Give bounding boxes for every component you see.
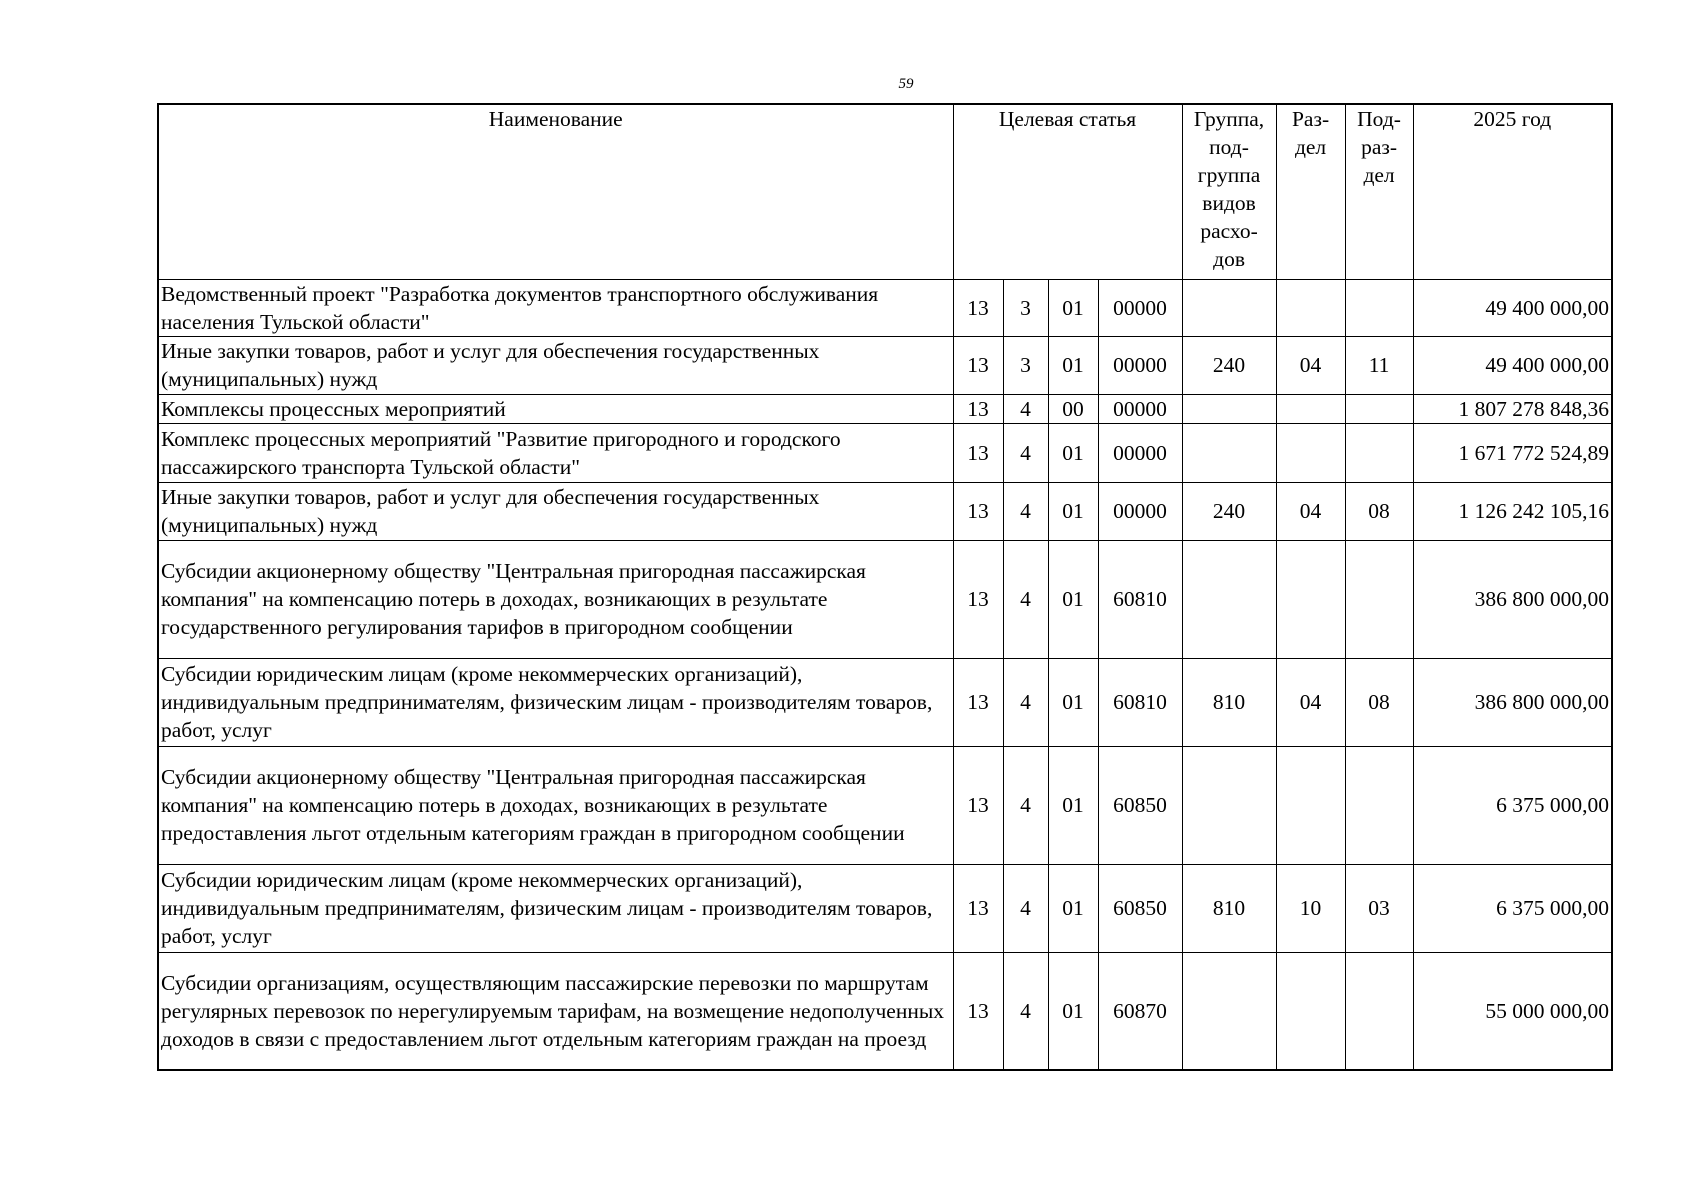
subsection-cell [1345,423,1413,482]
section-cell: 10 [1276,864,1345,952]
amount-cell: 1 126 242 105,16 [1413,482,1612,540]
expense-group-cell [1182,540,1276,658]
row-name-cell: Комплекс процессных мероприятий "Развитие пригородного и городского пассажирского транспорта Тульской области" [158,423,953,482]
header-year: 2025 год [1413,104,1612,279]
target-code-2-cell: 4 [1003,658,1048,746]
subsection-cell: 08 [1345,482,1413,540]
table-row [158,658,1612,746]
target-code-4-cell: 00000 [1098,423,1182,482]
target-code-1-cell: 13 [953,864,1003,952]
subsection-cell [1345,279,1413,336]
section-cell: 04 [1276,658,1345,746]
target-code-3-cell: 01 [1048,658,1098,746]
target-code-2-cell: 4 [1003,952,1048,1070]
table-row [158,540,1612,658]
table-header-row [158,104,1612,279]
target-code-3-cell: 00 [1048,394,1098,423]
target-code-3-cell: 01 [1048,423,1098,482]
row-name-cell: Субсидии юридическим лицам (кроме некоммерческих организаций), индивидуальным предпринимателям, физическим лицам - производителям товаров, работ, услуг [158,864,953,952]
budget-table [157,103,1613,1071]
target-code-4-cell: 60870 [1098,952,1182,1070]
row-name-cell: Субсидии юридическим лицам (кроме некоммерческих организаций), индивидуальным предпринимателям, физическим лицам - производителям товаров, работ, услуг [158,658,953,746]
table-row [158,279,1612,336]
expense-group-cell: 810 [1182,864,1276,952]
target-code-4-cell: 60810 [1098,658,1182,746]
row-name-cell: Иные закупки товаров, работ и услуг для обеспечения государственных (муниципальных) нужд [158,336,953,394]
subsection-cell: 11 [1345,336,1413,394]
target-code-2-cell: 3 [1003,336,1048,394]
target-code-2-cell: 4 [1003,482,1048,540]
target-code-1-cell: 13 [953,658,1003,746]
target-code-2-cell: 4 [1003,394,1048,423]
target-code-4-cell: 60850 [1098,746,1182,864]
target-code-4-cell: 00000 [1098,394,1182,423]
section-cell: 04 [1276,336,1345,394]
table-row [158,482,1612,540]
table-row [158,336,1612,394]
table-row [158,746,1612,864]
subsection-cell: 08 [1345,658,1413,746]
row-name-cell: Ведомственный проект "Разработка документов транспортного обслуживания населения Тульской области" [158,279,953,336]
subsection-cell [1345,394,1413,423]
target-code-1-cell: 13 [953,952,1003,1070]
target-code-3-cell: 01 [1048,336,1098,394]
subsection-cell [1345,540,1413,658]
target-code-4-cell: 60850 [1098,864,1182,952]
expense-group-cell: 240 [1182,336,1276,394]
section-cell: 04 [1276,482,1345,540]
section-cell [1276,746,1345,864]
target-code-3-cell: 01 [1048,482,1098,540]
target-code-2-cell: 4 [1003,423,1048,482]
target-code-1-cell: 13 [953,746,1003,864]
target-code-1-cell: 13 [953,279,1003,336]
header-name: Наименование [158,104,953,279]
row-name-cell: Иные закупки товаров, работ и услуг для обеспечения государственных (муниципальных) нужд [158,482,953,540]
amount-cell: 6 375 000,00 [1413,746,1612,864]
header-section: Раз-дел [1276,104,1345,279]
section-cell [1276,540,1345,658]
amount-cell: 49 400 000,00 [1413,336,1612,394]
target-code-4-cell: 60810 [1098,540,1182,658]
target-code-2-cell: 4 [1003,864,1048,952]
expense-group-cell: 810 [1182,658,1276,746]
table-row [158,423,1612,482]
amount-cell: 49 400 000,00 [1413,279,1612,336]
table-row [158,864,1612,952]
expense-group-cell [1182,423,1276,482]
expense-group-cell [1182,279,1276,336]
expense-group-cell [1182,394,1276,423]
amount-cell: 386 800 000,00 [1413,540,1612,658]
table-body [158,279,1612,1070]
subsection-cell [1345,952,1413,1070]
amount-cell: 1 671 772 524,89 [1413,423,1612,482]
section-cell [1276,423,1345,482]
amount-cell: 1 807 278 848,36 [1413,394,1612,423]
header-subsection: Под-раз-дел [1345,104,1413,279]
section-cell [1276,394,1345,423]
amount-cell: 6 375 000,00 [1413,864,1612,952]
section-cell [1276,279,1345,336]
amount-cell: 386 800 000,00 [1413,658,1612,746]
target-code-3-cell: 01 [1048,540,1098,658]
row-name-cell: Субсидии акционерному обществу "Центральная пригородная пассажирская компания" на компенсацию потерь в доходах, возникающих в результате предоставления льгот отдельным категориям граждан в пригородном сообщении [158,746,953,864]
target-code-1-cell: 13 [953,482,1003,540]
expense-group-cell [1182,952,1276,1070]
target-code-2-cell: 3 [1003,279,1048,336]
target-code-3-cell: 01 [1048,864,1098,952]
target-code-4-cell: 00000 [1098,482,1182,540]
target-code-1-cell: 13 [953,336,1003,394]
target-code-3-cell: 01 [1048,279,1098,336]
target-code-1-cell: 13 [953,394,1003,423]
target-code-1-cell: 13 [953,423,1003,482]
amount-cell: 55 000 000,00 [1413,952,1612,1070]
target-code-4-cell: 00000 [1098,336,1182,394]
expense-group-cell [1182,746,1276,864]
target-code-4-cell: 00000 [1098,279,1182,336]
target-code-2-cell: 4 [1003,746,1048,864]
header-expense-group: Группа, под-группа видов расхо-дов [1182,104,1276,279]
page-number: 59 [898,76,914,92]
table-row [158,952,1612,1070]
section-cell [1276,952,1345,1070]
expense-group-cell: 240 [1182,482,1276,540]
row-name-cell: Комплексы процессных мероприятий [158,394,953,423]
subsection-cell [1345,746,1413,864]
table-row [158,394,1612,423]
row-name-cell: Субсидии акционерному обществу "Центральная пригородная пассажирская компания" на компенсацию потерь в доходах, возникающих в результате государственного регулирования тарифов в пригородном сообщении [158,540,953,658]
target-code-2-cell: 4 [1003,540,1048,658]
target-code-3-cell: 01 [1048,952,1098,1070]
target-code-1-cell: 13 [953,540,1003,658]
header-target-article: Целевая статья [953,104,1182,279]
target-code-3-cell: 01 [1048,746,1098,864]
subsection-cell: 03 [1345,864,1413,952]
row-name-cell: Субсидии организациям, осуществляющим пассажирские перевозки по маршрутам регулярных перевозок по нерегулируемым тарифам, на возмещение недополученных доходов в связи с предоставлением льгот отдельным категориям граждан на проезд [158,952,953,1070]
